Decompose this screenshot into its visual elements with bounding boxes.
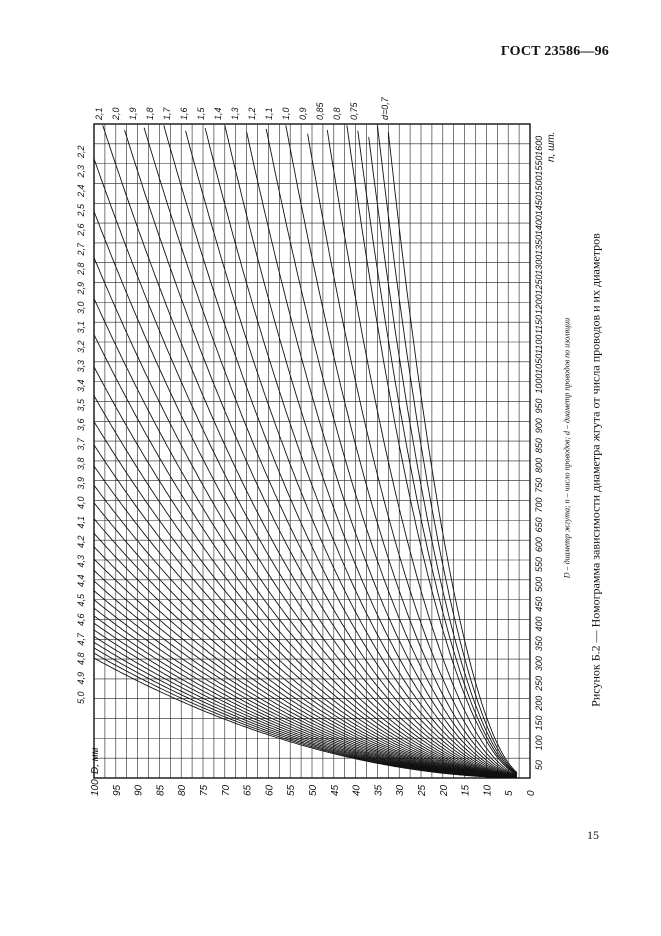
d-value-label: 0,85 — [315, 102, 325, 120]
D-tick-label: 80 — [177, 784, 189, 796]
D-tick-label: 95 — [111, 784, 123, 796]
left-d-label: 4,7 — [76, 632, 86, 646]
d-value-label: 1,0 — [281, 107, 291, 120]
D-tick-label: 65 — [242, 784, 254, 796]
d-value-label: 0,9 — [298, 107, 308, 120]
d-value-label: 1,9 — [128, 107, 138, 120]
D-tick-label: 45 — [329, 784, 341, 796]
left-d-label: 3,3 — [76, 359, 86, 373]
d-value-label: 2,1 — [94, 107, 104, 120]
n-tick-label: 1400 — [534, 215, 544, 236]
left-d-label: 2,2 — [76, 145, 86, 158]
d-value-label: 1,3 — [230, 107, 240, 120]
n-tick-label: 1600 — [534, 135, 544, 156]
n-tick-label: 800 — [534, 457, 544, 473]
n-tick-label: 200 — [534, 695, 544, 711]
left-d-label: 4,1 — [76, 515, 86, 529]
d-value-label: 1,5 — [196, 107, 206, 120]
n-tick-label: 350 — [534, 636, 544, 652]
left-d-label: 2,5 — [76, 203, 86, 217]
n-tick-label: 550 — [534, 556, 544, 572]
n-tick-label: 600 — [534, 537, 544, 553]
curve-d-1-1 — [308, 134, 517, 776]
d-value-label: 0,75 — [349, 102, 359, 120]
curve-d-1-3 — [266, 129, 517, 777]
D-tick-label: 60 — [264, 784, 276, 796]
D-axis-label: D, мм — [90, 747, 101, 774]
n-tick-label: 1100 — [534, 334, 544, 354]
left-d-label: 2,8 — [76, 262, 86, 275]
D-tick-label: 75 — [199, 784, 210, 796]
d-value-label: 1,1 — [264, 107, 274, 120]
n-tick-label: 900 — [534, 418, 544, 434]
left-d-label: 4,0 — [76, 496, 86, 509]
left-d-label: 3,1 — [76, 320, 86, 334]
n-tick-label: 1350 — [534, 234, 544, 255]
left-d-label: 4,6 — [76, 613, 86, 626]
left-d-label: 3,5 — [76, 398, 86, 412]
d-value-label: 1,8 — [145, 107, 155, 120]
standard-number: ГОСТ 23586—96 — [500, 44, 609, 59]
left-d-label: 3,7 — [76, 437, 86, 451]
curve-d-0-85 — [358, 131, 517, 775]
D-tick-label: 30 — [395, 784, 407, 796]
D-tick-label: 55 — [286, 784, 298, 796]
left-d-label: 2,9 — [76, 281, 86, 295]
n-tick-label: 1250 — [534, 274, 544, 295]
d-value-label: 2,0 — [111, 107, 121, 120]
n-tick-label: 700 — [534, 497, 544, 513]
n-tick-label: 1050 — [534, 353, 544, 374]
n-tick-label: 400 — [534, 616, 544, 632]
n-tick-label: 950 — [534, 398, 544, 414]
left-d-label: 3,4 — [76, 379, 86, 392]
d-value-label: 0,8 — [332, 107, 342, 120]
n-tick-label: 750 — [534, 477, 544, 493]
D-tick-label: 20 — [438, 784, 450, 796]
left-d-label: 3,6 — [76, 418, 86, 431]
n-tick-label: 450 — [534, 596, 544, 612]
n-tick-label: 1300 — [534, 254, 544, 275]
nomogram-labels — [76, 96, 557, 797]
n-tick-label: 1200 — [534, 294, 544, 315]
figure-legend: D – диаметр жгута; n – число проводов; d – диаметр проводов по изоляции — [562, 317, 572, 579]
D-tick-label: 15 — [460, 784, 472, 796]
left-d-label: 2,6 — [76, 223, 86, 236]
left-d-label: 3,9 — [76, 476, 86, 490]
left-d-label: 4,9 — [76, 671, 86, 685]
left-d-label: 3,0 — [76, 301, 86, 314]
n-tick-label: 150 — [534, 715, 544, 731]
n-tick-label: 850 — [534, 438, 544, 454]
n-tick-label: 1500 — [534, 175, 544, 196]
n-tick-label: 300 — [534, 656, 544, 672]
D-tick-label: 100 — [90, 779, 101, 796]
D-tick-label: 25 — [417, 784, 428, 796]
d-value-label: 1,4 — [213, 107, 223, 120]
n-axis-label: n, шт. — [546, 131, 557, 162]
page-number: 15 — [587, 828, 599, 842]
D-tick-label: 85 — [155, 784, 167, 796]
figure-title: Рисунок Б.2 — Номограмма зависимости диаметра жгута от числа проводов и их диаметров — [588, 233, 603, 707]
left-d-label: 4,5 — [76, 593, 86, 607]
left-d-label: 5,0 — [76, 691, 86, 704]
n-tick-label: 1450 — [534, 195, 544, 216]
D-tick-label: 40 — [351, 784, 363, 796]
n-tick-label: 500 — [534, 576, 544, 592]
D-tick-label: 5 — [504, 790, 516, 796]
d-value-label: 1,2 — [247, 107, 257, 120]
D-tick-label: 90 — [133, 784, 145, 796]
n-tick-label: 1150 — [534, 314, 544, 335]
n-tick-label: 1000 — [534, 373, 544, 394]
left-d-label: 4,8 — [76, 652, 86, 665]
left-d-label: 2,3 — [76, 164, 86, 178]
n-tick-label: 1550 — [534, 155, 544, 176]
D-tick-label: 35 — [373, 784, 385, 796]
d-value-label: 1,7 — [162, 107, 172, 120]
left-d-label: 3,2 — [76, 340, 86, 353]
left-d-label: 4,3 — [76, 554, 86, 568]
D-tick-label: 10 — [482, 784, 494, 796]
D-tick-label: 70 — [220, 784, 232, 796]
left-d-label: 3,8 — [76, 457, 86, 470]
n-tick-label: 250 — [534, 675, 544, 691]
n-tick-label: 100 — [534, 735, 544, 751]
left-d-label: 4,4 — [76, 574, 86, 587]
left-d-label: 2,4 — [76, 184, 86, 197]
n-tick-label: 50 — [534, 760, 544, 771]
left-d-label: 4,2 — [76, 535, 86, 548]
n-tick-label: 650 — [534, 517, 544, 533]
D-tick-label: 50 — [308, 784, 319, 796]
D-tick-label: 0 — [526, 790, 537, 796]
left-d-label: 2,7 — [76, 242, 86, 256]
d-value-label: 1,6 — [179, 107, 189, 120]
d-label: d=0,7 — [380, 97, 390, 120]
